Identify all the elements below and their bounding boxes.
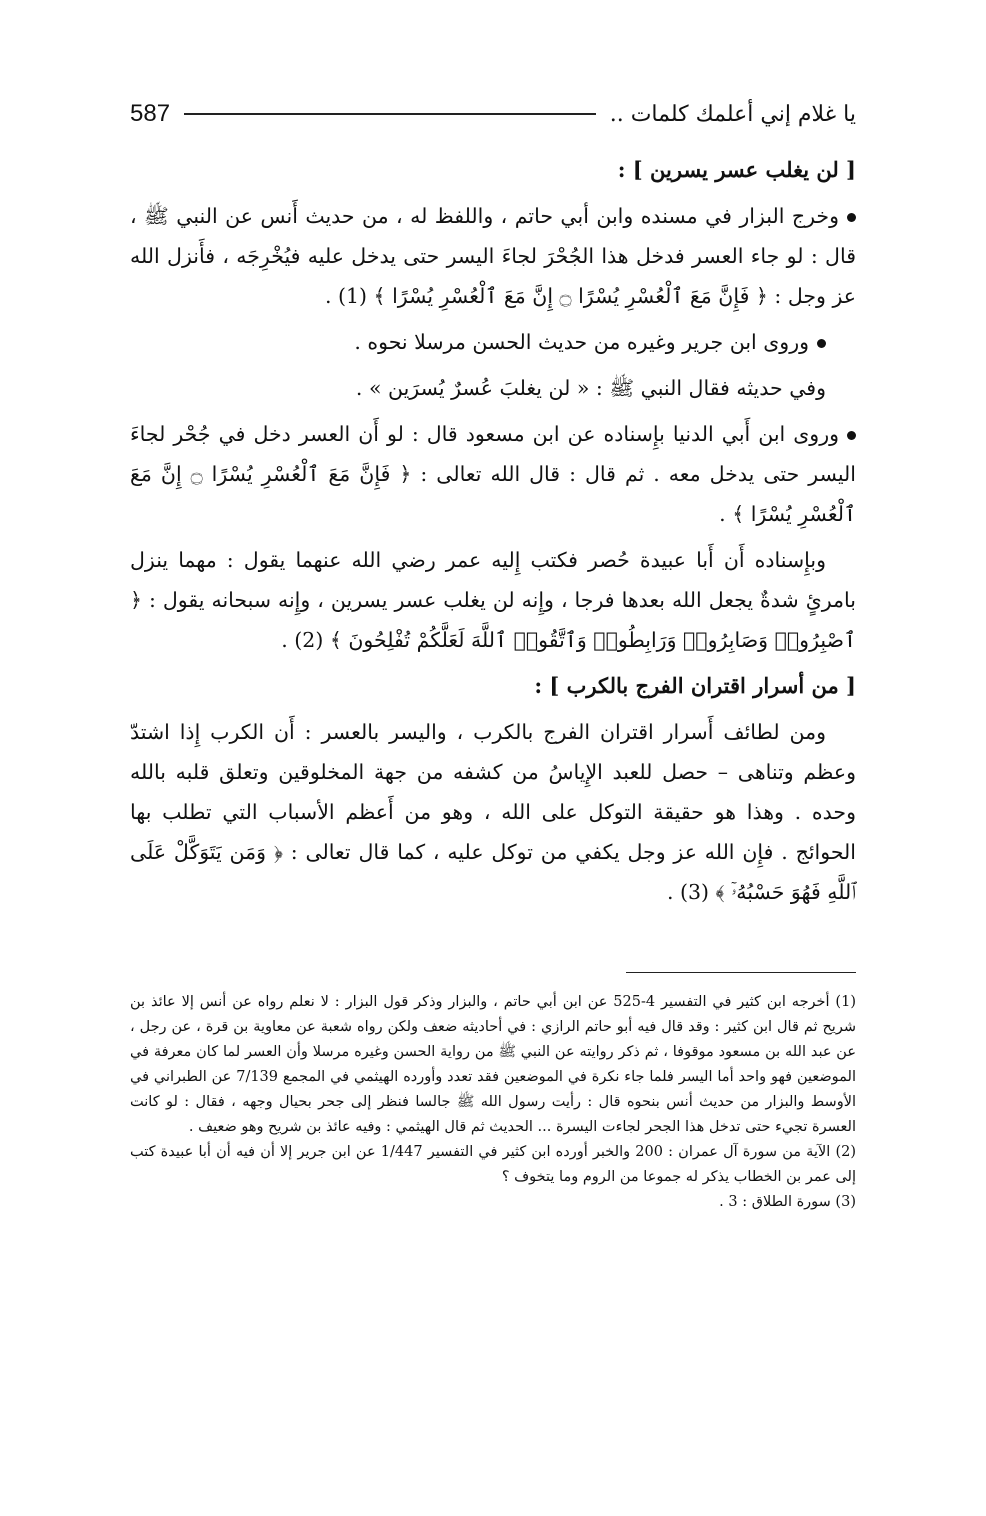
paragraph-text: وبإِسناده أَن أَبا عبيدة حُصر فكتب إِليه عمر رضي الله عنهما يقول : مهما ينزل بامرئٍ شدةٌ يجعل الله بعدها فرجا ، وإِنه لن يغلب عسر يسرين ، وإِنه سبحانه يقول : ﴿ ٱصْبِرُوا۟ وَصَابِرُوا۟ وَرَابِطُوا۟ وَٱتَّقُوا۟ ٱللَّهَ لَعَلَّكُمْ تُفْلِحُونَ ﴾ (2) . (130, 548, 856, 652)
paragraph-text: وفي حديثه فقال النبي ﷺ : « لن يغلبَ عُسرٌ يُسرَين » . (355, 376, 826, 400)
paragraph-text: وخرج البزار في مسنده وابن أبي حاتم ، واللفظ له ، من حديث أَنس عن النبي ﷺ ، قال : لو جاء العسر فدخل هذا الجُحْرَ لجاءَ اليسر حتى يدخل عليه فيُخْرِجَه ، فأَنزل الله عز وجل : ﴿ فَإِنَّ مَعَ ٱلْعُسْرِ يُسْرًا ۝ إِنَّ مَعَ ٱلْعُسْرِ يُسْرًا ﴾ (1) . (130, 204, 856, 308)
paragraph (130, 540, 856, 660)
book-page (130, 0, 856, 1516)
paragraph (130, 712, 856, 912)
bullet-icon (817, 339, 826, 348)
section-heading: [ من أسرار اقتران الفرج بالكرب ] : (534, 673, 856, 698)
paragraph-text: وروى ابن أَبي الدنيا بإِسناده عن ابن مسعود قال : لو أَن العسر دخل في جُحْر لجاءَ اليسر حتى يدخل معه . ثم قال : قال الله تعالى : ﴿ فَإِنَّ مَعَ ٱلْعُسْرِ يُسْرًا ۝ إِنَّ مَعَ ٱلْعُسْرِ يُسْرًا ﴾ . (130, 422, 856, 526)
paragraph (130, 368, 856, 408)
page-number: 587 (130, 100, 171, 127)
paragraph (130, 322, 856, 362)
paragraph (130, 196, 856, 316)
header-rule (184, 113, 596, 115)
main-text (130, 150, 856, 918)
running-title: يا غلام إني أعلمك كلمات .. (609, 101, 856, 127)
footnote: (3) سورة الطلاق : 3 . (719, 1194, 856, 1210)
section-heading: [ لن يغلب عسر يسرين ] : (617, 157, 856, 182)
footnote-separator (626, 972, 856, 973)
bullet-icon (847, 431, 856, 440)
running-header (130, 94, 856, 134)
footnote: (2) الآية من سورة آل عمران : 200 والخبر أورده ابن كثير في التفسير 1/447 عن ابن جرير إلا أن فيه أن أبا عبيدة كتب إلى عمر بن الخطاب يذكر له جموعا من الروم وما يتخوف ؟ (130, 1144, 857, 1185)
paragraph-text: ومن لطائف أَسرار اقتران الفرج بالكرب ، واليسر بالعسر : أَن الكرب إِذا اشتدّ وعظم وتناهى – حصل للعبد الإِياسُ من كشفه من جهة المخلوقين وتعلق قلبه بالله وحده . وهذا هو حقيقة التوكل على الله ، وهو من أَعظم الأسباب التي تطلب بها الحوائج . فإِن الله عز وجل يكفي من توكل عليه ، كما قال تعالى : ﴿ وَمَن يَتَوَكَّلْ عَلَى ٱللَّهِ فَهُوَ حَسْبُهُۥٓ ﴾ (3) . (130, 720, 856, 904)
bullet-icon (847, 213, 856, 222)
paragraph-text: وروى ابن جرير وغيره من حديث الحسن مرسلا نحوه . (354, 330, 809, 354)
paragraph (130, 414, 856, 534)
footnote: (1) أخرجه ابن كثير في التفسير 4-525 عن ابن أبي حاتم ، والبزار وذكر قول البزار : لا نعلم رواه عن أنس إلا عائذ بن شريح ثم قال ابن كثير : وقد قال فيه أبو حاتم الرازي : في أحاديثه ضعف ولكن رواه شعبة عن معاوية بن قرة ، عن رجل ، عن عبد الله بن مسعود موقوفا ، ثم ذكر روايته عن النبي ﷺ من رواية الحسن وغيره مرسلا وأن العسر لما كان معرفة في الموضعين فهو واحد أما اليسر فلما جاء نكرة في الموضعين فقد تعدد وأورده الهيثمي في المجمع 7/139 عن الطبراني في الأوسط والبزار من حديث أنس بنحوه قال : رأيت رسول الله ﷺ جالسا فنظر إلى جحر بحيال وجهه ، فقال : لو كانت العسرة تجيء حتى تدخل هذا الجحر لجاءت اليسرة ... الحديث ثم قال الهيثمي : وفيه عائذ بن شريح وهو ضعيف . (130, 994, 856, 1135)
footnotes (130, 990, 856, 1215)
